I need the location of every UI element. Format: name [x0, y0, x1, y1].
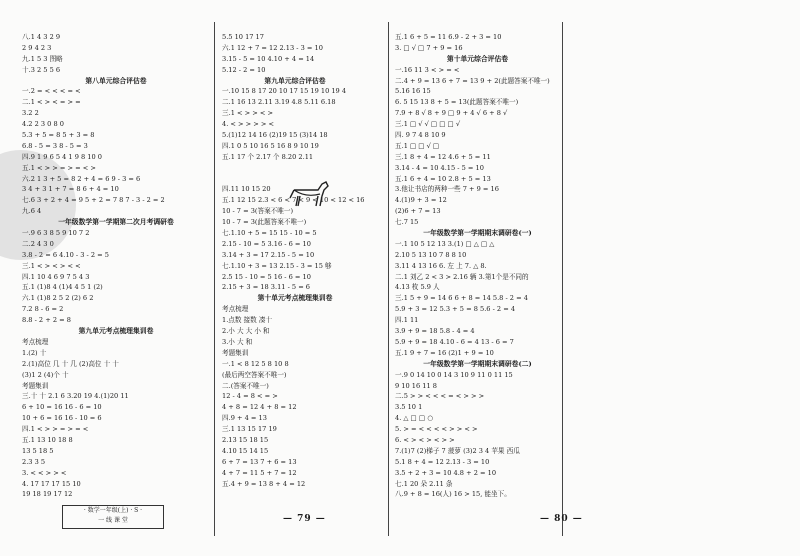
answer-line: 六.2 1 3 + 5 = 8 2 + 4 = 6 9 - 3 = 6: [22, 174, 141, 183]
answer-line: 5. > = < < < < > > < >: [395, 425, 478, 434]
answer-line: 2.15 + 3 = 18 3.11 - 5 = 6: [222, 283, 311, 292]
column-divider: [388, 22, 389, 536]
answer-line: 三.1 □ √ √ □ □ □ √: [395, 120, 461, 129]
column-divider: [214, 22, 215, 536]
answer-line: 五.1 6 + 4 = 10 2.8 + 5 = 13: [395, 174, 491, 183]
answer-line: 四.9 1 9 6 5 4 1 9 8 10 0: [22, 152, 102, 161]
answer-line: 一.16 11 3 < > = <: [395, 65, 460, 74]
answer-line: 2 9 4 2 3: [22, 43, 52, 52]
answer-line: (3)1 2 (4)个 十: [22, 370, 69, 379]
answer-line: 3. □ √ □ 7 + 9 = 16: [395, 43, 463, 52]
answer-line: 三.1 13 15 17 19: [222, 425, 277, 434]
answer-line: 4. 17 17 17 15 10: [22, 479, 81, 488]
section-title: 第十单元综合评估卷: [446, 54, 509, 63]
section-title: 第九单元综合评估卷: [264, 76, 326, 85]
answer-line: 五.1 (1)8 4 (1)4 4 5 1 (2): [22, 283, 103, 292]
answer-line: 四.11 10 15 20: [222, 185, 271, 194]
answer-line: 4. △ □ □ ○: [395, 414, 433, 423]
answer-line: (最后两空答案不唯一): [222, 370, 287, 379]
answer-line: 五.4 + 9 = 13 8 + 4 = 12: [222, 479, 306, 488]
answer-line: 二.(答案不唯一): [222, 381, 269, 390]
answer-line: 二.1 16 13 2.11 3.19 4.8 5.11 6.18: [222, 98, 336, 107]
answer-line: 考题集训: [22, 381, 49, 390]
answer-line: 2.10 5 13 10 7 8 8 10: [395, 250, 467, 259]
answer-line: 六.1 (1)8 2 5 2 (2) 6 2: [22, 294, 94, 303]
footer-badge: [62, 505, 164, 529]
answer-line: 考点梳理: [222, 305, 249, 314]
answer-line: 3.9 + 9 = 18 5.8 - 4 = 4: [395, 327, 475, 336]
answer-line: 八.1 4 3 2 9: [22, 33, 61, 41]
answer-line: 4 + 7 = 11 5 + 7 = 12: [222, 468, 297, 477]
answer-line: 2.15 - 10 = 5 3.16 - 6 = 10: [222, 239, 311, 248]
answer-line: 4.13 枚 5.9 人: [395, 283, 440, 292]
section-title: 第十单元考点梳理集训卷: [257, 294, 333, 303]
answer-column-3: [395, 32, 560, 556]
answer-line: 10 - 7 = 3(答案不唯一): [222, 207, 294, 216]
answer-line: 二.5 > > < < < = < > > >: [395, 392, 485, 401]
footer-badge-line: 一 线 课 堂: [98, 517, 128, 524]
answer-line: 3.14 - 4 = 10 4.15 - 5 = 10: [395, 163, 484, 172]
answer-line: 四. 9 7 4 8 10 9: [395, 131, 446, 140]
section-title: 一年级数学第一学期期末调研卷(一): [423, 229, 532, 238]
answer-line: 4. < > > > > <: [222, 120, 275, 129]
answer-line: 6. 5 15 13 8 + 5 = 13(此题答案不唯一): [395, 98, 519, 107]
answer-column-1: [22, 32, 210, 556]
answer-line: 二.1 刘乙 2 < 3 > 2.16 辆 3.第1个是不同的: [395, 272, 529, 281]
section-title: 第九单元考点梳理集训卷: [78, 327, 154, 336]
answer-line: 五.1 17 个 2.17 个 8.20 2.11: [222, 152, 314, 161]
answer-line: 七.7 15: [395, 218, 419, 227]
answer-line: 5.5 10 17 17: [222, 33, 264, 41]
answer-line: 8.8 - 2 + 2 = 8: [22, 316, 71, 325]
answer-line: 3.11 4 13 16 6. 左 上 7. △ 8.: [395, 261, 487, 270]
answer-line: 6. < > < > < > >: [395, 435, 455, 444]
answer-line: 五.1 12 15 2.3 < 6 < 7 < 9 < 10 < 12 < 16: [222, 196, 365, 205]
answer-line: 5.1 8 + 4 = 12 2.13 - 3 = 10: [395, 457, 490, 466]
answer-line: 6 + 7 = 13 7 + 6 = 13: [222, 457, 297, 466]
answer-line: 六.1 12 + 7 = 12 2.13 - 3 = 10: [222, 43, 323, 52]
answer-line: 6 + 10 = 16 16 - 6 = 10: [22, 403, 102, 412]
answer-line: 10 - 7 = 3(此题答案不唯一): [222, 218, 307, 227]
answer-line: 考题集训: [222, 348, 249, 357]
answer-line: 九.1 5 3 图略: [22, 54, 63, 63]
answer-line: 3. < < > > <: [22, 468, 67, 477]
answer-line: 五.1 < > > = > = < >: [22, 163, 96, 172]
answer-line: 3.8 - 2 = 6 4.10 - 3 - 2 = 5: [22, 250, 109, 259]
answer-line: 一.9 6 3 8 5 9 10 7 2: [22, 229, 90, 238]
answer-line: 7.9 + 8 √ 8 + 9 □ 9 + 4 √ 6 + 8 √: [395, 109, 508, 118]
answer-line: 三.1 8 + 4 = 12 4.6 + 5 = 11: [395, 152, 491, 161]
answer-line: 2.13 15 18 15: [222, 435, 269, 444]
answer-line: 九.6 4: [22, 207, 42, 216]
answer-column-2: [222, 32, 368, 556]
answer-line: 一.2 = < < < = <: [22, 87, 81, 96]
section-title: 一年级数学第一学期第二次月考调研卷: [58, 218, 174, 227]
answer-line: 2.5 15 - 10 = 5 16 - 6 = 10: [222, 272, 311, 281]
answer-line: 3.5 + 2 + 3 = 10 4.8 + 2 = 10: [395, 468, 497, 477]
answer-line: 3 4 + 3 1 + 7 = 8 6 + 4 = 10: [22, 185, 119, 194]
answer-line: 四.1 10 4 6 9 7 5 4 3: [22, 272, 90, 281]
answer-line: 五.1 6 + 5 = 11 6.9 - 2 + 3 = 10: [395, 33, 502, 41]
answer-line: 五.1 9 + 7 = 16 (2)1 + 9 = 10: [395, 348, 494, 357]
answer-line: 1.点数 接数 凑十: [222, 316, 273, 325]
answer-line: 四.1 < > > = > = <: [22, 425, 89, 434]
answer-line: 三.1 < > > < >: [222, 109, 273, 118]
answer-line: 3.5 10 1: [395, 403, 423, 412]
answer-line: 13 5 18 5: [22, 446, 54, 455]
answer-line: 五.1 13 10 18 8: [22, 435, 73, 444]
answer-line: 3.2 2: [22, 109, 39, 118]
answer-line: 10 + 6 = 16 16 - 10 = 6: [22, 414, 102, 423]
answer-line: 4.2 2 3 0 8 0: [22, 120, 64, 129]
answer-line: 四.1 11: [395, 316, 419, 325]
answer-line: 4 + 8 = 12 4 + 8 = 12: [222, 403, 297, 412]
answer-line: 八.9 + 8 = 16(人) 16 > 15, 能坐下。: [395, 490, 511, 499]
page-number-right: — 80 —: [540, 514, 583, 524]
answer-line: 一.1 10 5 12 13 3.(1) □ △ □ △: [395, 239, 495, 248]
column-divider: [562, 22, 563, 536]
answer-line: 5.12 - 2 = 10: [222, 65, 266, 74]
answer-line: 七.1.10 + 3 = 13 2.15 - 3 = 15 够: [222, 261, 332, 270]
answer-line: 三.1 < > < > < <: [22, 261, 81, 270]
answer-line: 5.(1)12 14 16 (2)19 15 (3)14 18: [222, 131, 328, 140]
answer-line: 5.16 16 15: [395, 87, 431, 96]
answer-line: 9 10 16 11 8: [395, 381, 437, 390]
answer-line: 6.8 - 5 = 3 8 - 5 = 3: [22, 141, 88, 150]
answer-line: 二.1 < > < = > =: [22, 98, 81, 107]
answer-line: 7.(1)7 (2)梯子 7 菠萝 (3)2 3 4 苹果 西瓜: [395, 446, 520, 455]
answer-line: 3.14 + 3 = 17 2.15 - 5 = 10: [222, 250, 315, 259]
section-title: 一年级数学第一学期期末调研卷(二): [423, 359, 532, 368]
answer-line: 二.4 + 9 = 13 6 + 7 = 13 9 + 2(此题答案不唯一): [395, 76, 550, 85]
answer-line: 2.小 大 大 小 和: [222, 327, 270, 336]
answer-line: 3.小 大 和: [222, 337, 253, 346]
answer-line: 5.3 + 5 = 8 5 + 3 = 8: [22, 131, 95, 140]
answer-line: 4.(1)9 + 3 = 12: [395, 196, 447, 205]
answer-line: 七.6 3 + 2 + 4 = 9 5 + 2 = 7 8 7 - 3 - 2 = 2: [22, 196, 165, 205]
answer-line: 四.1 0 5 10 16 5 16 8 9 10 19: [222, 141, 319, 150]
answer-line: 考点梳理: [22, 337, 49, 346]
answer-line: 三.十 十 2.1 6 3.20 19 4.(1)20 11: [22, 392, 129, 401]
answer-line: 2.(1)高位 几 十 几 (2)高位 十 十: [22, 359, 119, 368]
page-number-left: — 79 —: [283, 514, 326, 524]
answer-line: 四.9 + 4 = 13: [222, 414, 267, 423]
answer-line: 12 - 4 = 8 < = >: [222, 392, 278, 401]
answer-line: 一.9 0 14 10 0 14 3 10 9 11 0 11 15: [395, 370, 513, 379]
answer-line: 七.1.10 + 5 = 15 15 - 10 = 5: [222, 229, 317, 238]
answer-line: 三.1 5 + 9 = 14 6 6 + 8 = 14 5.8 - 2 = 4: [395, 294, 528, 303]
answer-line: 一.1 < 8 12 5 8 10 8: [222, 359, 289, 368]
horse-illustration: [288, 178, 332, 214]
answer-line: 1.(2) 十: [22, 348, 47, 357]
answer-line: 3.15 - 5 = 10 4.10 + 4 = 14: [222, 54, 315, 63]
footer-badge-line: · 数学一年级(上) · S ·: [83, 507, 143, 514]
section-title: 第八单元综合评估卷: [85, 76, 147, 85]
answer-line: 七.1 20 朵 2.11 条: [395, 479, 453, 488]
answer-line: 3.他让书店的两种一些 7 + 9 = 16: [395, 185, 499, 194]
answer-line: [222, 163, 368, 174]
answer-line: 4.10 15 14 15: [222, 446, 269, 455]
answer-line: 2.3 3 5: [22, 457, 46, 466]
answer-line: 7.2 8 - 6 = 2: [22, 305, 64, 314]
answer-line: 5.9 + 9 = 18 4.10 - 6 = 4 13 - 6 = 7: [395, 337, 514, 346]
answer-line: 5.9 + 3 = 12 5.3 + 5 = 8 5.6 - 2 = 4: [395, 305, 516, 314]
answer-line: 十.3 2 5 5 6: [22, 65, 61, 74]
answer-line: 二.2 4 3 0: [22, 239, 54, 248]
answer-line: 五.1 □ □ √ □: [395, 141, 440, 150]
answer-line: 19 18 19 17 12: [22, 490, 73, 499]
answer-line: 一.10 15 8 17 20 10 17 15 19 10 19 4: [222, 87, 347, 96]
answer-line: (2)6 + 7 = 13: [395, 207, 441, 216]
